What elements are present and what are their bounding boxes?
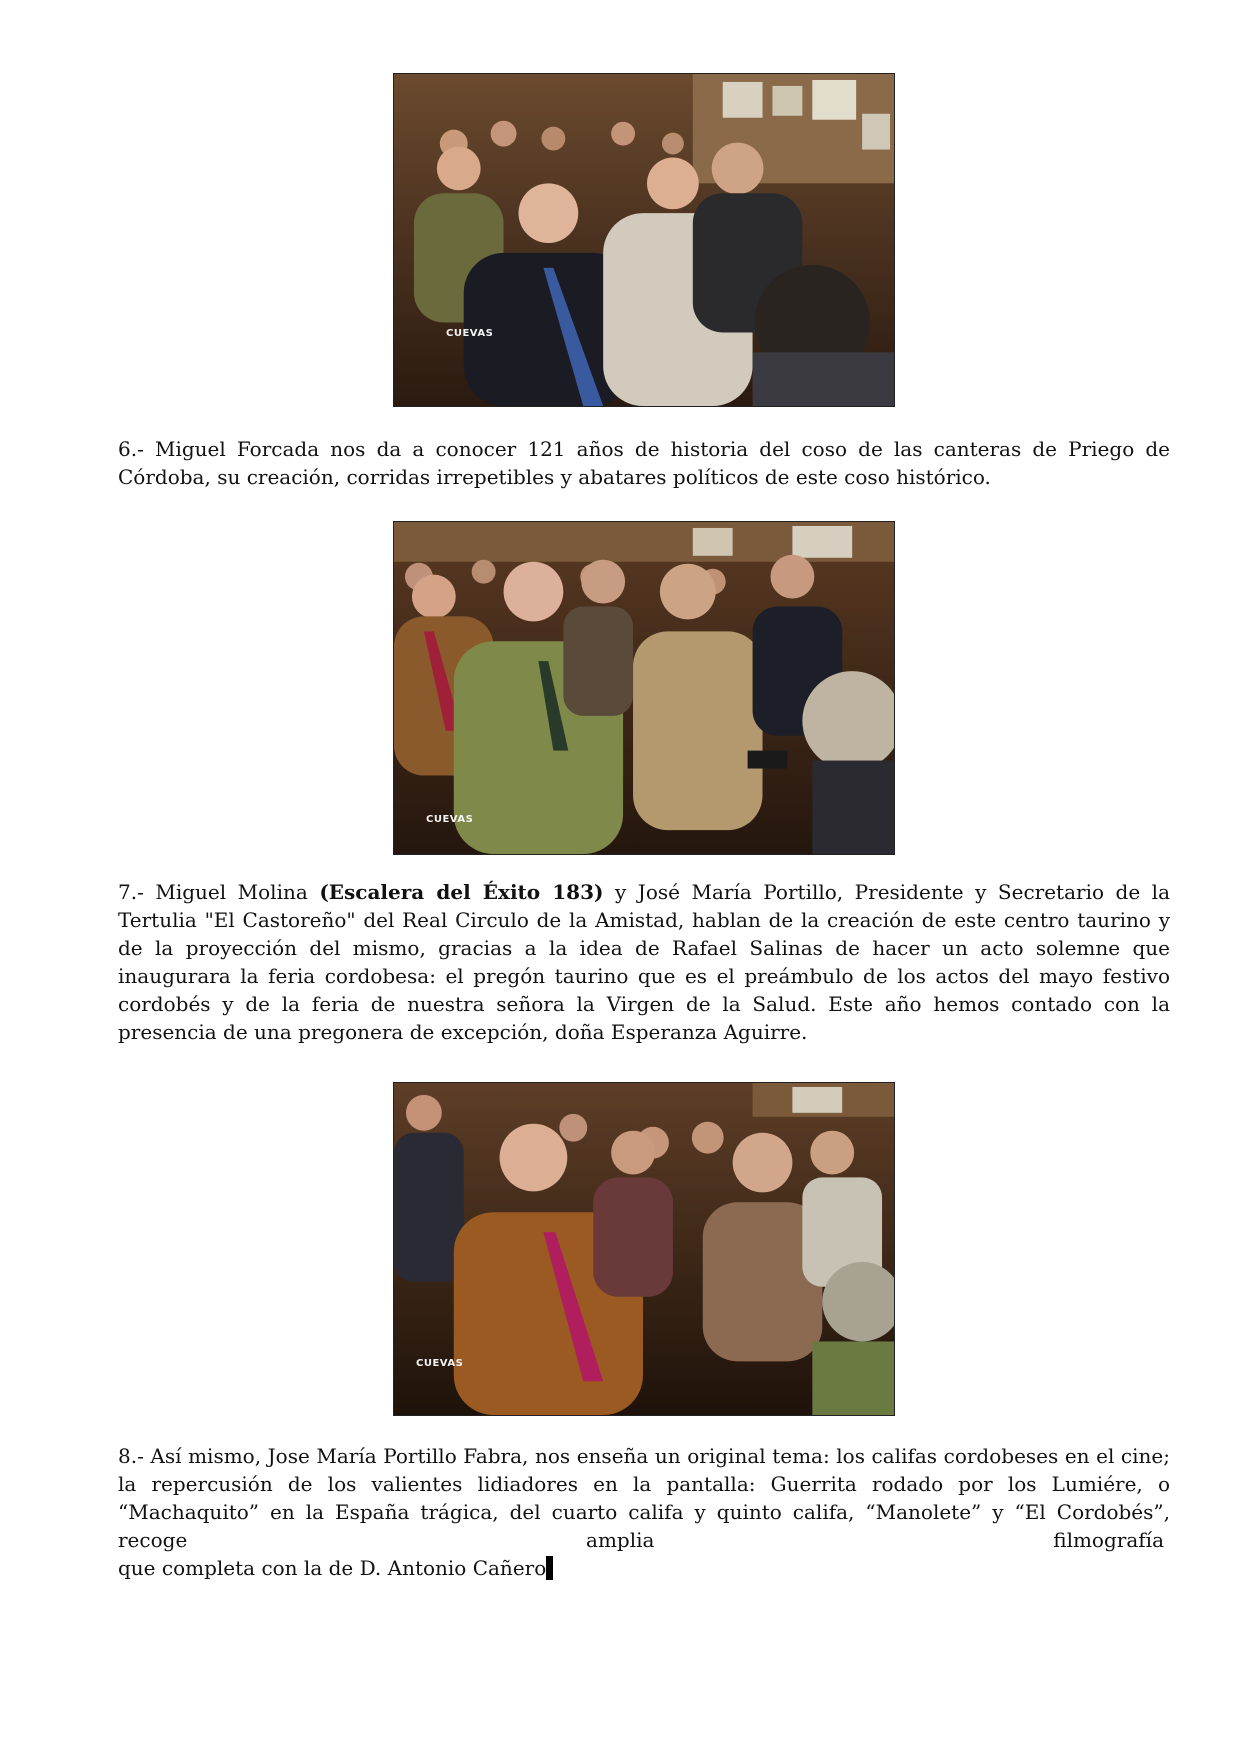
paragraph-7 <box>118 878 1170 1046</box>
photo-watermark: CUEVAS <box>446 328 494 339</box>
paragraph-8-body: 8.- Así mismo, Jose María Portillo Fabra, nos enseña un original tema: los califas cordobeses en el cine; la repercusión de los valientes lidiadores en la pantalla: Guerrita rodado por los Lumiére, o “Machaquito” en la España trágica, del cuarto califa y quinto califa, “Manolete” y “El Cordobés”, <box>118 1444 1170 1524</box>
paragraph-6: 6.- Miguel Forcada nos da a conocer 121 años de historia del coso de las canteras de Priego de Córdoba, su creación, corridas irrepetibles y abatares políticos de este coso histórico. <box>118 437 1170 489</box>
photo-watermark: CUEVAS <box>416 1358 464 1369</box>
photo-audience-1 <box>393 73 895 407</box>
photo-watermark: CUEVAS <box>426 814 474 825</box>
photo-audience-2 <box>393 521 895 855</box>
paragraph-8-spread-line <box>118 1526 1164 1554</box>
text-cursor <box>546 1556 553 1580</box>
word-recoge: recoge <box>118 1528 188 1552</box>
paragraph-7-intro: 7.- Miguel Molina <box>118 880 320 904</box>
word-filmografia: filmografía <box>1053 1528 1164 1552</box>
paragraph-8 <box>118 1442 1170 1582</box>
word-amplia: amplia <box>586 1528 655 1552</box>
paragraph-7-body: y José María Portillo, Presidente y Secretario de la Tertulia "El Castoreño" del Real Circulo de la Amistad, hablan de la creación de este centro taurino y de la proyección del mismo, gracias a la idea de Rafael Salinas de hacer un acto solemne que inaugurara la feria cordobesa: el pregón taurino que es el preámbulo de los actos del mayo festivo cordobés y de la feria de nuestra señora la Virgen de la Salud. Este año hemos contado con la presencia de una pregonera de excepción, doña Esperanza Aguirre. <box>118 880 1171 1044</box>
paragraph-8-final: que completa con la de D. Antonio Cañero <box>118 1556 547 1580</box>
paragraph-8-last-line <box>118 1554 1170 1582</box>
escalera-reference: (Escalera del Éxito 183) <box>319 880 604 904</box>
photo-audience-3 <box>393 1082 895 1416</box>
